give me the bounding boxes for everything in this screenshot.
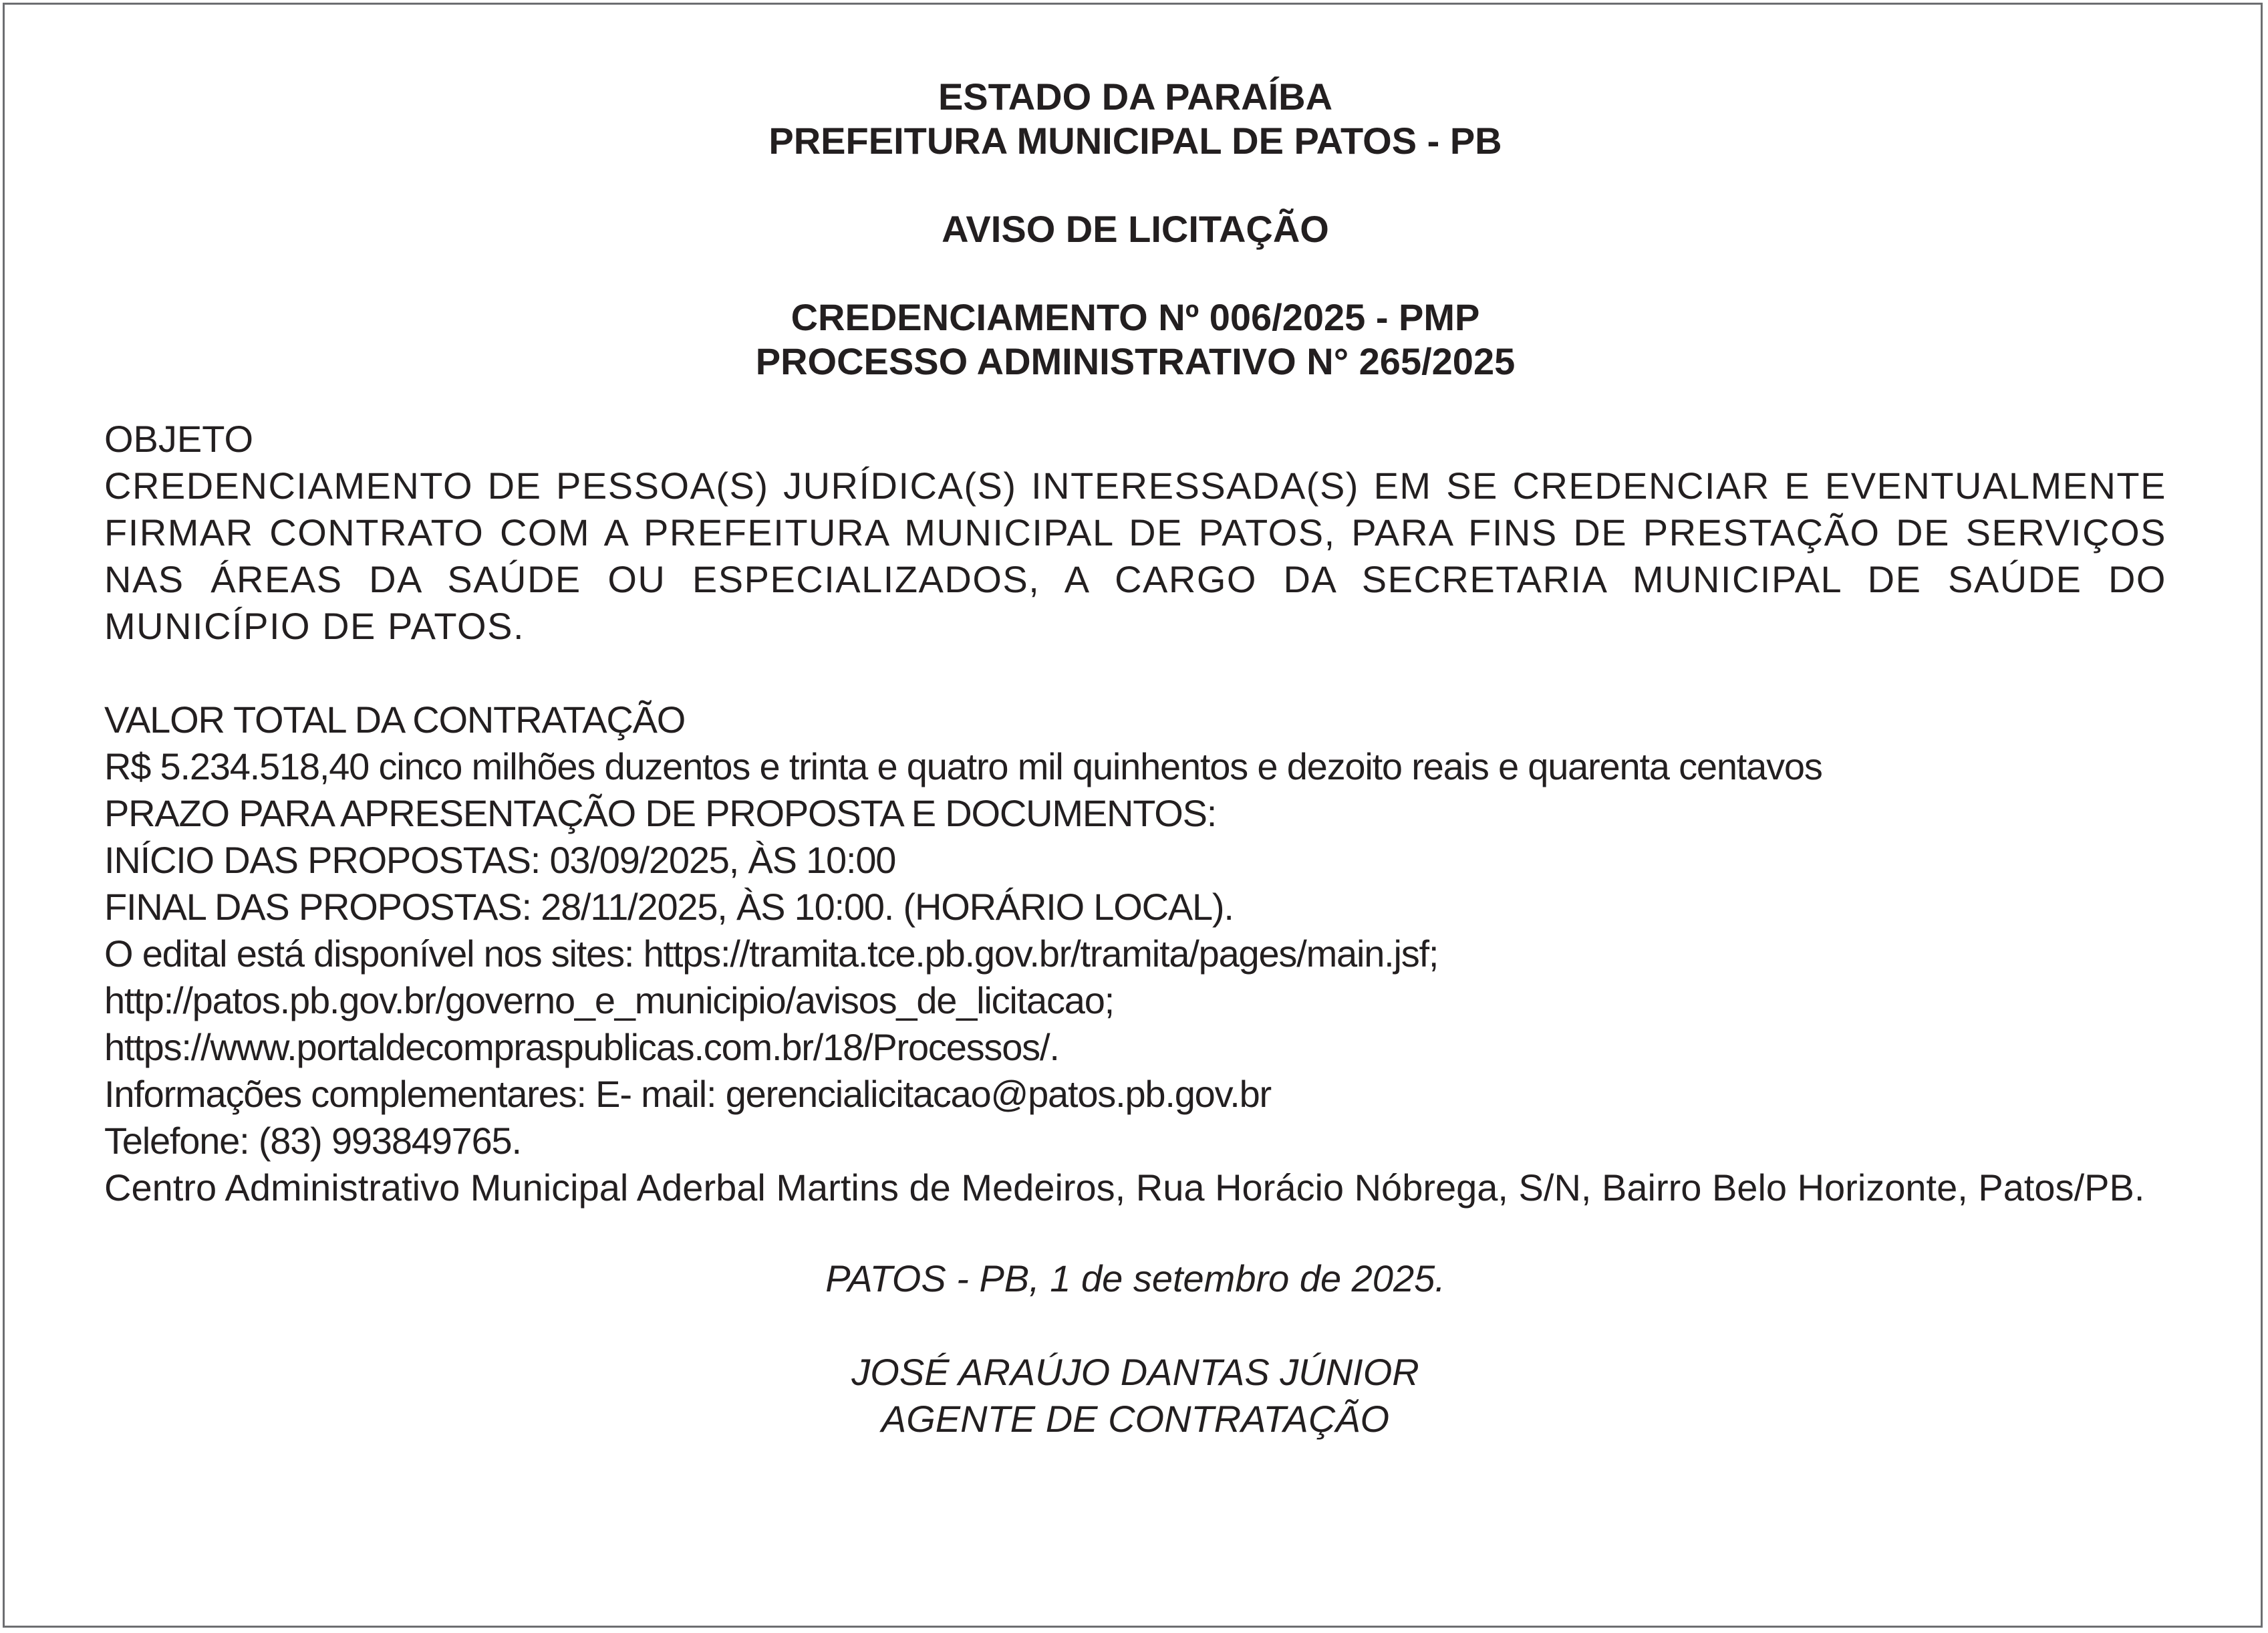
value-text: R$ 5.234.518,40 cinco milhões duzentos e trinta e quatro mil quinhentos e dezoito reais e quarenta centavos — [104, 745, 1822, 787]
value-label: VALOR TOTAL DA CONTRATAÇÃO — [104, 699, 686, 741]
site-link-patos: http://patos.pb.gov.br/governo_e_municipio/avisos_de_licitacao; — [104, 979, 1115, 1021]
notice-content — [104, 75, 2166, 1442]
edital-sites: O edital está disponível nos sites: https://tramita.tce.pb.gov.br/tramita/pages/main.jsf; — [104, 932, 1439, 975]
contact-email: Informações complementares: E- mail: gerencialicitacao@patos.pb.gov.br — [104, 1073, 1271, 1115]
address: Centro Administrativo Municipal Aderbal Martins de Medeiros, Rua Horácio Nóbrega, S/N, Bairro Belo Horizonte, Patos/PB. — [104, 1166, 2145, 1209]
object-label: OBJETO — [104, 418, 254, 460]
credential-number: CREDENCIAMENTO Nº 006/2025 - PMP — [791, 296, 1480, 338]
proposal-end: FINAL DAS PROPOSTAS: 28/11/2025, ÀS 10:00. (HORÁRIO LOCAL). — [104, 886, 1234, 928]
object-text: CREDENCIAMENTO DE PESSOA(S) JURÍDICA(S) INTERESSADA(S) EM SE CREDENCIAR E EVENTUALMENTE FIRMAR CONTRATO COM A PREFEITURA MUNICIPAL DE PATOS, PARA FINS DE PRESTAÇÃO DE SERVIÇOS NAS ÁREAS DA SAÚDE OU ESPECIALIZADOS, A CARGO DA SECRETARIA MUNICIPAL DE SAÚDE DO MUNICÍPIO DE PATOS. — [104, 465, 2166, 647]
notice-footer — [104, 1255, 2166, 1442]
place-date: PATOS - PB, 1 de setembro de 2025. — [825, 1257, 1445, 1299]
notice-header — [104, 75, 2166, 384]
notice-title: AVISO DE LICITAÇÃO — [942, 208, 1329, 250]
signer-name: JOSÉ ARAÚJO DANTAS JÚNIOR — [851, 1351, 1419, 1393]
state-heading: ESTADO DA PARAÍBA — [938, 76, 1333, 118]
prefecture-heading: PREFEITURA MUNICIPAL DE PATOS - PB — [768, 120, 1502, 162]
deadline-label: PRAZO PARA APRESENTAÇÃO DE PROPOSTA E DOCUMENTOS: — [104, 792, 1217, 834]
process-number: PROCESSO ADMINISTRATIVO N° 265/2025 — [755, 340, 1516, 382]
object-section — [104, 416, 2166, 650]
proposal-start: INÍCIO DAS PROPOSTAS: 03/09/2025, ÀS 10:00 — [104, 839, 896, 881]
contact-phone: Telefone: (83) 993849765. — [104, 1120, 521, 1162]
signer-role: AGENTE DE CONTRATAÇÃO — [881, 1398, 1390, 1440]
details-section — [104, 697, 2166, 1211]
site-link-portal: https://www.portaldecompraspublicas.com.br/18/Processos/. — [104, 1026, 1059, 1068]
